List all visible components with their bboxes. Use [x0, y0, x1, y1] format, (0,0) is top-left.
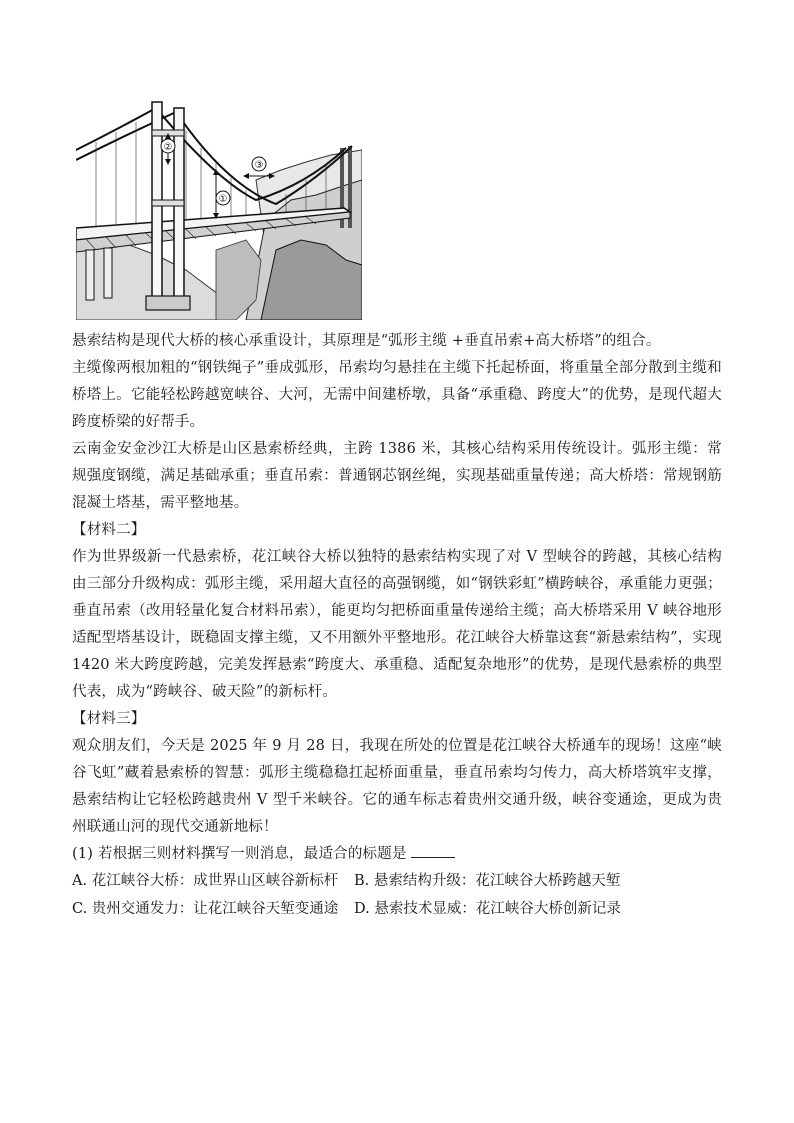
document-page	[72, 100, 722, 924]
options-row-2	[72, 896, 722, 924]
figure-label-2: ②	[163, 142, 173, 153]
question-stem-text: (1) 若根据三则材料撰写一则消息，最适合的标题是	[72, 846, 407, 862]
option-b[interactable]: B. 悬索结构升级：花江峡谷大桥跨越天堑	[354, 873, 621, 889]
question-stem	[72, 841, 722, 868]
bridge-illustration	[76, 100, 362, 320]
paragraph-huajiang-bridge: 作为世界级新一代悬索桥，花江峡谷大桥以独特的悬索结构实现了对 V 型峡谷的跨越，其核心结构由三部分升级构成：弧形主缆，采用超大直径的高强钢缆，如“钢铁彩虹”横跨峡谷，承重能力更强；垂直吊索（改用轻量化复合材料吊索），能更均匀把桥面重量传递给主缆；高大桥塔采用 V 峡谷地形适配型塔基设计，既稳固支撑主缆，又不用额外平整地形。花江峡谷大桥靠这套“新悬索结构”，实现 1420 米大跨度跨越，完美发挥悬索“跨度大、承重稳、适配复杂地形”的优势，是现代悬索桥的典型代表，成为“跨峡谷、破天险”的新标杆。	[72, 549, 722, 700]
paragraph-cable-description: 主缆像两根加粗的“钢铁绳子”垂成弧形，吊索均匀悬挂在主缆下托起桥面，将重量全部分散到主缆和桥塔上。它能轻松跨越宽峡谷、大河，无需中间建桥墩，具备“承重稳、跨度大”的优势，是现代超大跨度桥梁的好帮手。	[72, 360, 722, 430]
figure-label-1: ①	[218, 194, 228, 205]
paragraph-jinan-bridge: 云南金安金沙江大桥是山区悬索桥经典，主跨 1386 米，其核心结构采用传统设计。弧形主缆：常规强度钢缆，满足基础承重；垂直吊索：普通钢芯钢丝绳，实现基础重量传递；高大桥塔：常规钢筋混凝土塔基，需平整地基。	[72, 441, 722, 511]
suspension-bridge-drawing	[76, 100, 362, 320]
option-d[interactable]: D. 悬索技术显威：花江峡谷大桥创新记录	[354, 901, 621, 917]
options-row-1	[72, 868, 722, 896]
option-c[interactable]: C. 贵州交通发力：让花江峡谷天堑变通途	[72, 901, 339, 917]
heading-material-two: 【材料二】	[72, 522, 146, 538]
paragraph-principle: 悬索结构是现代大桥的核心承重设计，其原理是“弧形主缆 +垂直吊索+高大桥塔”的组合。	[72, 333, 661, 349]
paragraph-news-report: 观众朋友们，今天是 2025 年 9 月 28 日，我现在所处的位置是花江峡谷大桥通车的现场！这座“峡谷飞虹”藏着悬索桥的智慧：弧形主缆稳稳扛起桥面重量，垂直吊索均匀传力，高大桥塔筑牢支撑，悬索结构让它轻松跨越贵州 V 型千米峡谷。它的通车标志着贵州交通升级，峡谷变通途，更成为贵州联通山河的现代交通新地标！	[72, 738, 722, 835]
answer-blank[interactable]	[411, 841, 455, 858]
figure-label-3: ③	[254, 160, 264, 171]
heading-material-three: 【材料三】	[72, 711, 146, 727]
option-a[interactable]: A. 花江峡谷大桥：成世界山区峡谷新标杆	[72, 873, 339, 889]
